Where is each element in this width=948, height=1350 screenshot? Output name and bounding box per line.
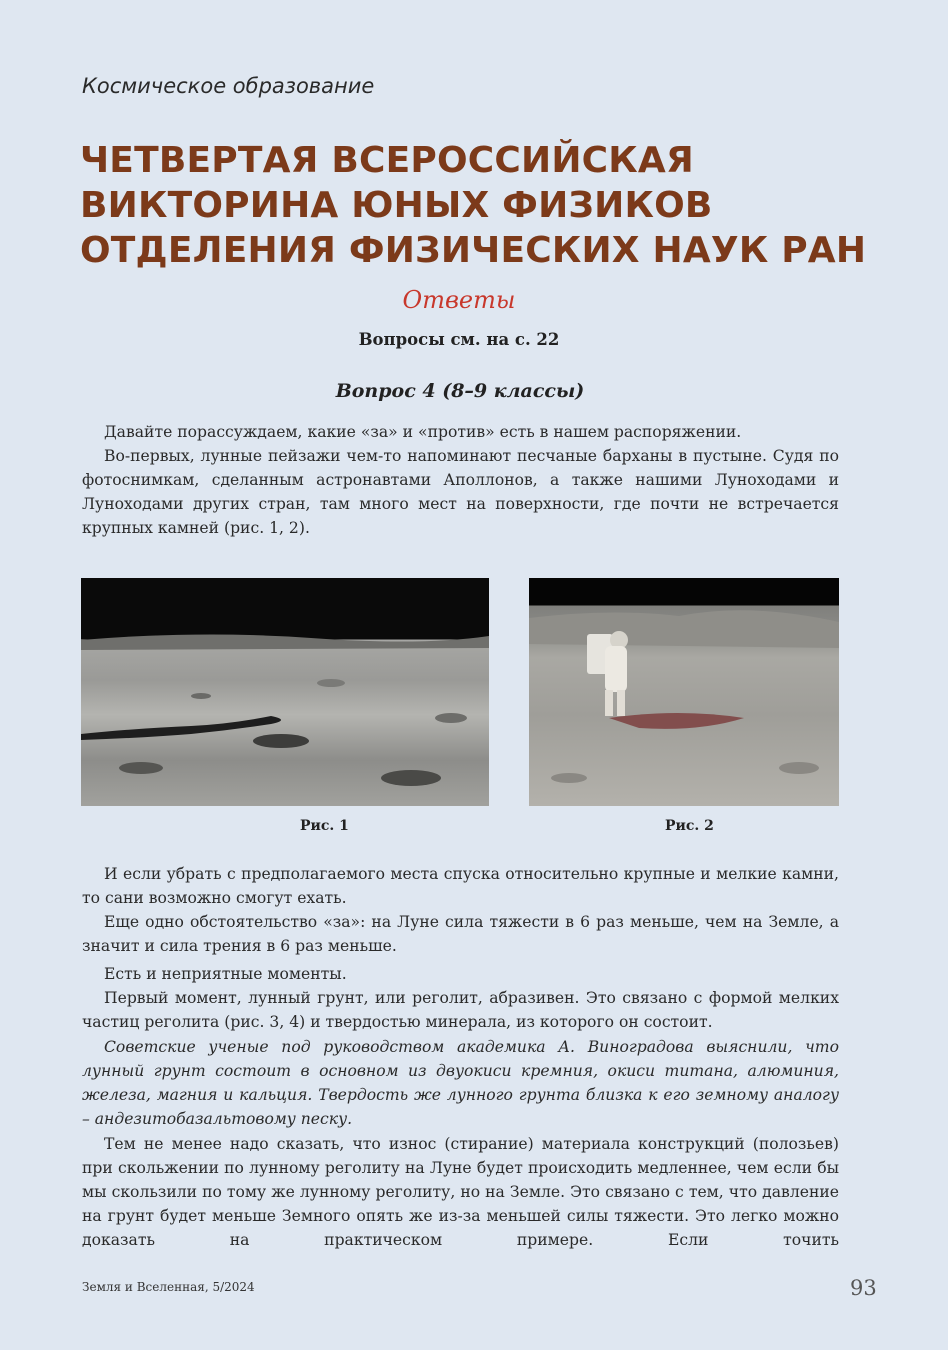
title-line-3: ОТДЕЛЕНИЯ ФИЗИЧЕСКИХ НАУК РАН	[80, 230, 867, 271]
paragraph-3: И если убрать с предполагаемого места спуска относительно крупные и мелкие камни, то сани возможно смогут ехать.	[82, 865, 839, 907]
figure-1-caption: Рис. 1	[300, 818, 349, 834]
article-subtitle: Ответы	[402, 286, 516, 314]
title-line-1: ЧЕТВЕРТАЯ ВСЕРОССИЙСКАЯ	[80, 140, 694, 181]
paragraph-5: Есть и неприятные моменты.	[104, 965, 347, 983]
paragraph-7-italic: Советские ученые под руководством академика А. Виноградова выяснили, что лунный грунт состоит в основном из двуокиси кремния, окиси титана, алюминия, железа, магния и кальция. Твердость же лунного грунта близка к его земному аналогу – андезитобазальтовому песку.	[82, 1038, 839, 1128]
paragraph-4: Еще одно обстоятельство «за»: на Луне сила тяжести в 6 раз меньше, чем на Земле, а значит и сила трения в 6 раз меньше.	[82, 913, 839, 955]
questions-reference: Вопросы см. на с. 22	[358, 330, 560, 349]
paragraph-6: Первый момент, лунный грунт, или реголит, абразивен. Это связано с формой мелких частиц реголита (рис. 3, 4) и твердостью минерала, из которого он состоит.	[82, 989, 839, 1031]
page-number: 93	[850, 1276, 877, 1300]
figure-2-image	[529, 578, 839, 806]
section-label: Космическое образование	[82, 74, 375, 98]
journal-footer: Земля и Вселенная, 5/2024	[82, 1280, 255, 1294]
figure-2-caption: Рис. 2	[665, 818, 714, 834]
figure-1-image	[81, 578, 489, 806]
paragraph-1: Давайте порассуждаем, какие «за» и «против» есть в нашем распоряжении.	[104, 423, 742, 441]
paragraph-2: Во-первых, лунные пейзажи чем-то напоминают песчаные барханы в пустыне. Судя по фотоснимкам, сделанным астронавтами Аполлонов, а также нашими Луноходами и Луноходами других стран, там много мест на поверхности, где почти не встречается крупных камней (рис. 1, 2).	[82, 447, 839, 537]
title-line-2: ВИКТОРИНА ЮНЫХ ФИЗИКОВ	[80, 185, 713, 226]
article-title	[80, 138, 880, 273]
paragraph-8: Тем не менее надо сказать, что износ (стирание) материала конструкций (полозьев) при скольжении по лунному реголиту на Луне будет происходить медленнее, чем если бы мы скользили по тому же лунному реголиту, но на Земле. Это связано с тем, что давление на грунт будет меньше Земного опять же из-за меньшей силы тяжести. Это легко можно доказать на практическом примере. Если точить	[82, 1135, 839, 1249]
question-heading: Вопрос 4 (8–9 классы)	[335, 380, 585, 402]
